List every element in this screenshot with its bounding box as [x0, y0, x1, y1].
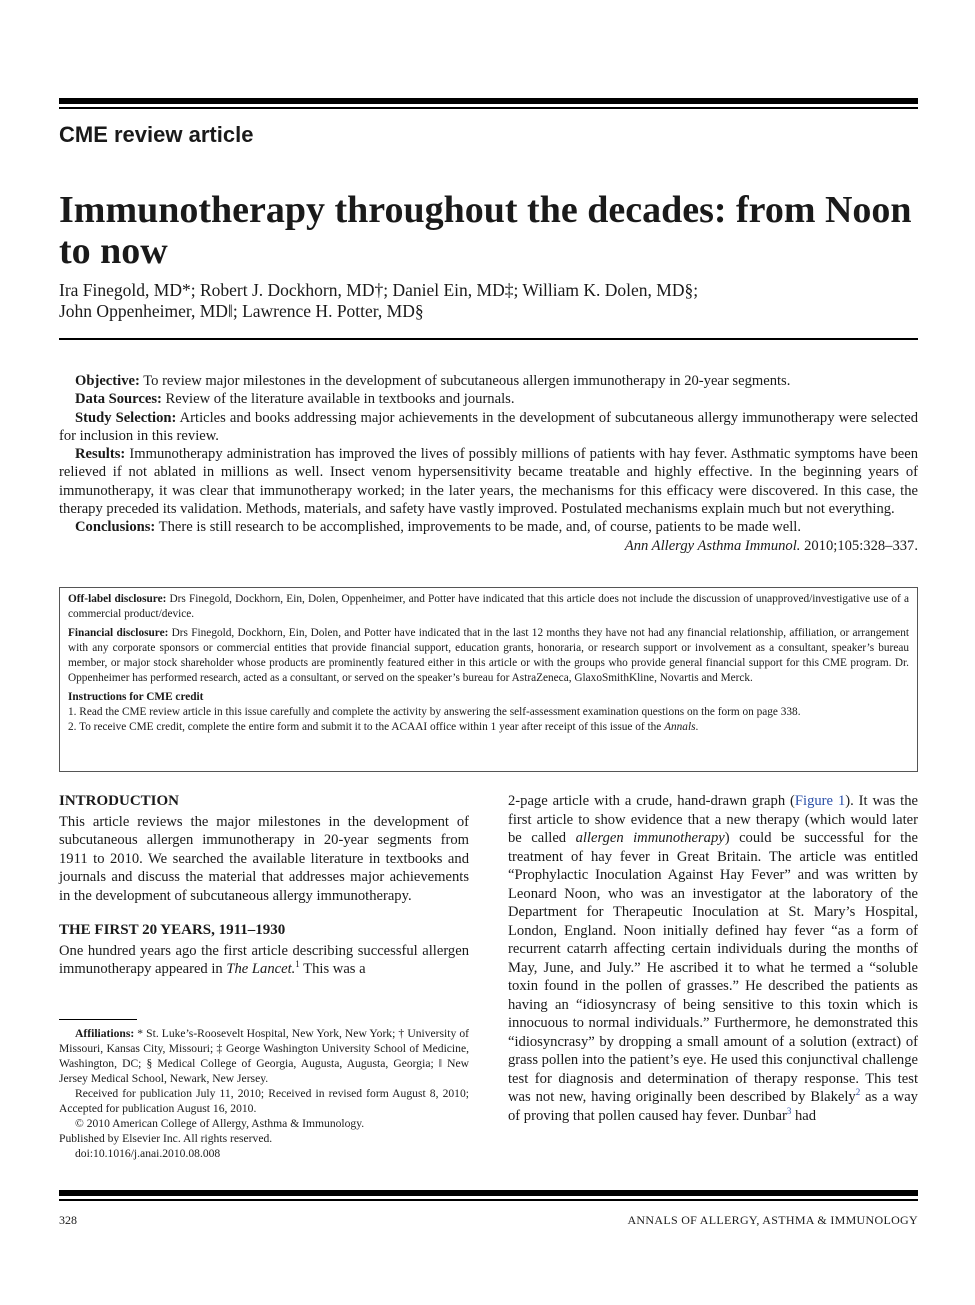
figure-1-link[interactable]: Figure 1 — [794, 793, 846, 809]
cme-instructions-heading: Instructions for CME credit — [68, 691, 204, 703]
page-number: 328 — [59, 1213, 77, 1227]
reference-1[interactable]: 1 — [295, 959, 300, 970]
body-column-left — [59, 792, 469, 979]
abstract-data-sources: Data Sources: Review of the literature available in textbooks and journals. — [75, 391, 515, 408]
authors-line-2: John Oppenheimer, MD‖; Lawrence H. Potter, MD§ — [59, 301, 424, 321]
first-20-years-paragraph: One hundred years ago the first article describing successful allergen immunotherapy appeared in The Lancet.$^1$ This was a — [59, 942, 469, 977]
article-title: Immunotherapy throughout the decades: from Noon to now — [59, 189, 912, 272]
top-rule-thin — [59, 107, 918, 109]
publisher-line: Published by Elsevier Inc. All rights reserved. — [59, 1132, 273, 1145]
author-list — [59, 280, 918, 322]
publication-dates: Received for publication July 11, 2010; Received in revised form August 8, 2010; Accepted for publication August 16, 2010. — [59, 1087, 469, 1115]
financial-disclosure: Financial disclosure: Drs Finegold, Dockhorn, Ein, Dolen, and Potter have indicated that in the last 12 months they have not had any financial relationship, affiliation, or arrangement with any corporate sponsors or commercial entities that provide financial support, education grants, honoraria, or research support or involvement as a consultant, speaker’s bureau member, or major stock shareholder whose products are prominently featured either in this article or with the groups who provide general financial support for this CME program. Dr. Oppenheimer has performed research, acted as a consultant, or served on the speaker’s bureau for AstraZeneca, GlaxoSmithKline, Novartis and Merck. — [68, 627, 909, 684]
reference-3[interactable]: 3 — [786, 1105, 792, 1116]
body-column-right — [508, 792, 918, 1125]
copyright-line: © 2010 American College of Allergy, Asthma & Immunology. — [75, 1117, 365, 1130]
abstract-citation: Ann Allergy Asthma Immunol. 2010;105:328–337. — [624, 537, 918, 554]
top-rule-thick — [59, 98, 918, 104]
cme-instruction-2: 2. To receive CME credit, complete the entire form and submit it to the ACAAI office within 1 year after receipt of this issue of the Annals. — [68, 721, 699, 733]
abstract-results: Results: Immunotherapy administration has improved the lives of possibly millions of patients with hay fever. Asthmatic symptoms have been relieved if not ablated in millions as well. Insect venom hypersensitivity became treatable and highly effective. In the beginning years of immunotherapy, it was clear that immunotherapy worked; in the later years, the mechanisms for this efficacy were discovered. In this case, the therapy preceded its validation. Methods, materials, and safety have vastly improved. Postulated mechanisms explain much but not everything. — [59, 446, 918, 518]
bottom-rule-thin — [59, 1199, 918, 1201]
first-20-years-heading: THE FIRST 20 YEARS, 1911–1930 — [59, 922, 286, 938]
affiliations: Affiliations: * St. Luke’s-Roosevelt Hospital, New York, New York; † University of Missouri, Kansas City, Missouri; ‡ George Washington University School of Medicine, Washington, DC; § Medical College of Georgia, Augusta, Augusta, Georgia; ‖ New Jersey Medical School, Newark, New Jersey. — [59, 1027, 469, 1085]
bottom-rule-thick — [59, 1190, 918, 1196]
cme-instruction-1: 1. Read the CME review article in this issue carefully and complete the activity by answering the self-assessment examination questions on the form on page 338. — [68, 706, 801, 718]
reference-2[interactable]: 2 — [855, 1087, 861, 1098]
disclosure-box — [59, 587, 918, 772]
section-label: CME review article — [59, 122, 254, 147]
title-divider — [59, 338, 918, 340]
journal-name: ANNALS OF ALLERGY, ASTHMA & IMMUNOLOGY — [627, 1213, 918, 1227]
abstract-study-selection: Study Selection: Articles and books addressing major achievements in the development of subcutaneous allergy immunotherapy were selected for inclusion in this review. — [59, 409, 918, 444]
footnote-rule — [59, 1019, 137, 1020]
abstract — [59, 372, 918, 555]
abstract-conclusions: Conclusions: There is still research to be accomplished, improvements to be made, and, of course, patients to be made well. — [75, 519, 802, 536]
abstract-objective: Objective: To review major milestones in the development of subcutaneous allergen immunotherapy in 20-year segments. — [75, 373, 791, 389]
introduction-heading: INTRODUCTION — [59, 793, 180, 809]
affiliations-footnote — [59, 1026, 469, 1161]
authors-line-1: Ira Finegold, MD*; Robert J. Dockhorn, MD†; Daniel Ein, MD‡; William K. Dolen, MD§; — [59, 280, 699, 300]
doi[interactable]: doi:10.1016/j.anai.2010.08.008 — [75, 1147, 221, 1160]
offlabel-disclosure: Off-label disclosure: Drs Finegold, Dockhorn, Ein, Dolen, Oppenheimer, and Potter have indicated that this article does not include the discussion of unapproved/investigative use of a commercial product/device. — [68, 593, 909, 620]
introduction-paragraph: This article reviews the major milestones in the development of subcutaneous allergen immunotherapy in 20-year segments from 1911 to 2010. We searched the available literature in textbooks and journals and discuss the material that addresses major achievements in the development of subcutaneous allergy immunotherapy. — [59, 813, 469, 904]
noon-paragraph: 2-page article with a crude, hand-drawn graph (Figure 1). It was the first article to show evidence that a new therapy (which would later be called allergen immunotherapy) could be successful for the treatment of hay fever in Great Britain. The article was entitled “Prophylactic Inoculation Against Hay Fever” and was written by Leonard Noon, who was an investigator at the laboratory of the Department for Therapeutic Inoculation at St. Mary’s Hospital, London, England. Noon initially defined hay fever “as a form of recurrent catarrh affecting certain individuals during the months of May, June, and July.” He ascribed it to what he termed a “soluble toxin found in the pollen of grasses.” He described the patients as having an “idiosyncrasy of being sensitive to this toxin which is innocuous to normal individuals.” Furthermore, he demonstrated this “idiosyncrasy” by dropping a small amount of a solution (extract) of grass pollen into the patient’s eye. He used this conjunctival challenge test for diagnosis and determination of therapy response. This test was not new, having originally been described by Blakely$^2$ as a way of proving that pollen caused hay fever. Dunbar$^3$ had — [508, 793, 918, 1124]
